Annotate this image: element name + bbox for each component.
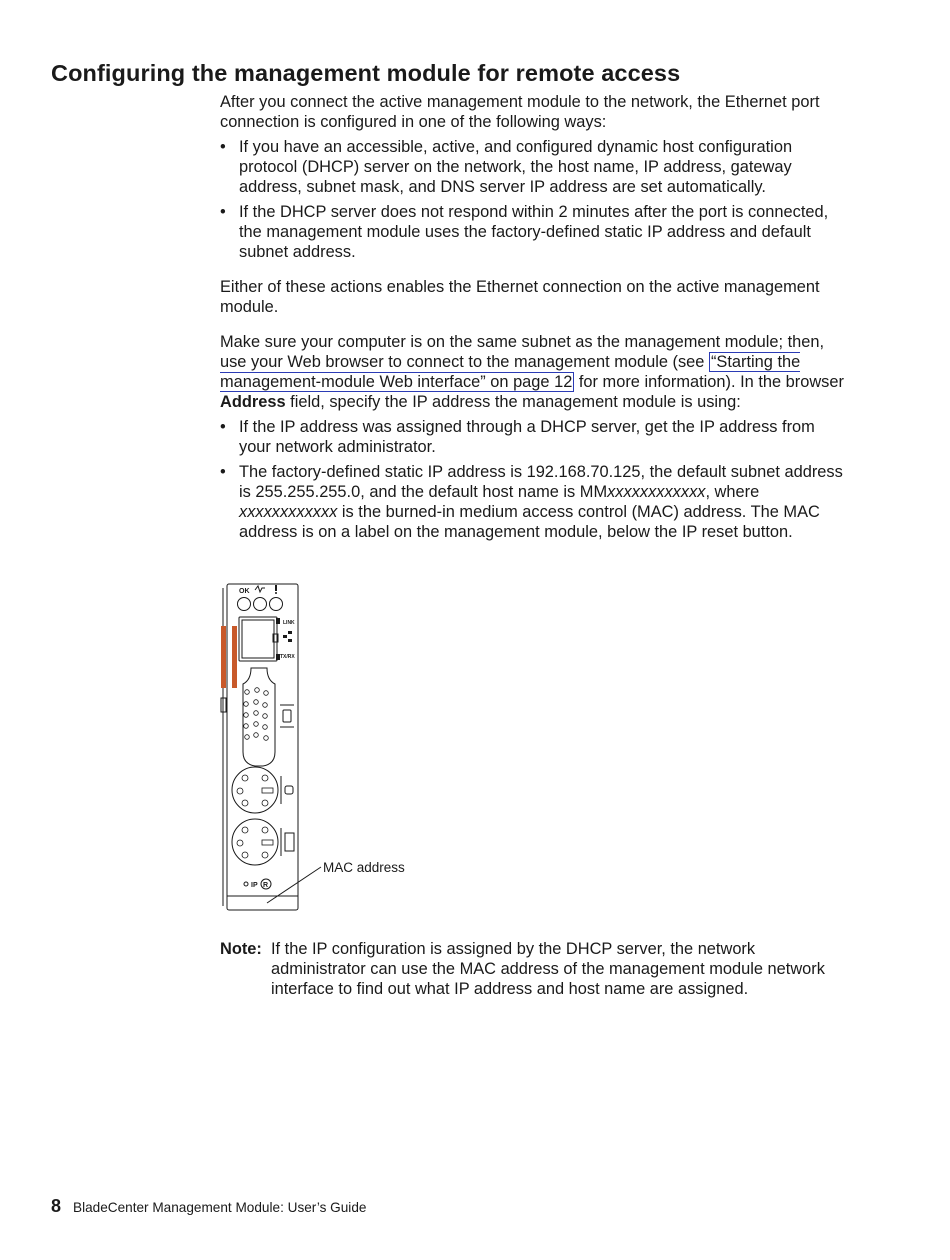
ps2-pins [237, 775, 273, 858]
ethernet-port [239, 617, 277, 661]
keyboard-port [232, 819, 278, 865]
module-illustration [215, 580, 435, 920]
fault-led [270, 598, 283, 611]
link-label: LINK [283, 620, 295, 626]
mac-address-callout: MAC address [323, 860, 405, 875]
subnet-text: Make sure your computer is on the same subnet as the management module; then, use your Web browser to connect to the management module (see [220, 333, 825, 371]
static-ip-text-cont: , where [705, 483, 760, 501]
ok-led [238, 598, 251, 611]
book-title: BladeCenter Management Module: User’s Guide [73, 1200, 367, 1215]
subnet-text-end: field, specify the IP address the management module is using: [285, 393, 741, 411]
ip-label: IP [251, 882, 258, 889]
page-footer [51, 1196, 366, 1217]
static-ip-text: The factory-defined static IP address is 192.168.70.125, the default subnet address is 255.255.255.0, and the default host name is MM [239, 463, 843, 501]
address-field-term: Address [220, 393, 286, 411]
list-item: • If you have an accessible, active, and configured dynamic host configuration protocol (DHCP) server on the network, the host name, IP address, gateway address, subnet mask, and DNS server IP address are set automatically. [220, 137, 850, 197]
mouse-port [232, 767, 278, 813]
list-item [220, 462, 850, 542]
body-column [220, 92, 850, 547]
ok-label: OK [239, 588, 250, 595]
txrx-label: TX/RX [280, 654, 295, 660]
release-lever [221, 626, 226, 688]
section-title: Configuring the management module for remote access [51, 60, 681, 86]
static-ip-text-end: is the burned-in medium access control (MAC) address. The MAC address is on a label on the management module, below the IP reset button. [239, 503, 820, 541]
page-number: 8 [51, 1196, 62, 1216]
mac-callout-line [267, 867, 321, 903]
mouse-icon [285, 786, 293, 794]
list-item: • If the IP address was assigned through a DHCP server, get the IP address from your network administrator. [220, 417, 850, 457]
video-pins [244, 688, 269, 741]
web-interface-link[interactable]: “Starting the management-module Web interface” on page 12 [220, 353, 801, 391]
keyboard-icon [285, 833, 294, 851]
reset-letter: R [263, 882, 269, 889]
config-methods-list [220, 137, 850, 262]
ethernet-paragraph: Either of these actions enables the Ethernet connection on the active management module. [220, 278, 820, 316]
module-body [227, 584, 298, 910]
subnet-text-cont: for more information). In the browser [574, 373, 844, 391]
note-text: If the IP configuration is assigned by the DHCP server, the network administrator can use the MAC address of the management module network interface to find out what IP address and host name are assigned. [271, 940, 825, 998]
monitor-icon [283, 710, 291, 722]
mac-placeholder: xxxxxxxxxxxx [239, 503, 338, 521]
power-symbol-icon [255, 586, 265, 592]
note [220, 939, 850, 999]
mac-placeholder: xxxxxxxxxxxx [607, 483, 706, 501]
subnet-paragraph [220, 332, 850, 412]
network-icon [283, 631, 292, 642]
list-item: • If the DHCP server does not respond within 2 minutes after the port is connected, the management module uses the factory-defined static IP address and default subnet address. [220, 202, 850, 262]
intro-paragraph: After you connect the active management module to the network, the Ethernet port connection is configured in one of the following ways: [220, 93, 820, 131]
link-led [276, 618, 280, 624]
ip-address-list [220, 417, 850, 542]
note-label: Note: [220, 940, 262, 958]
ip-reset-button [244, 882, 248, 886]
activity-led [254, 598, 267, 611]
exclamation-icon [275, 585, 277, 591]
management-module-diagram [215, 580, 435, 925]
release-lever [232, 626, 237, 688]
